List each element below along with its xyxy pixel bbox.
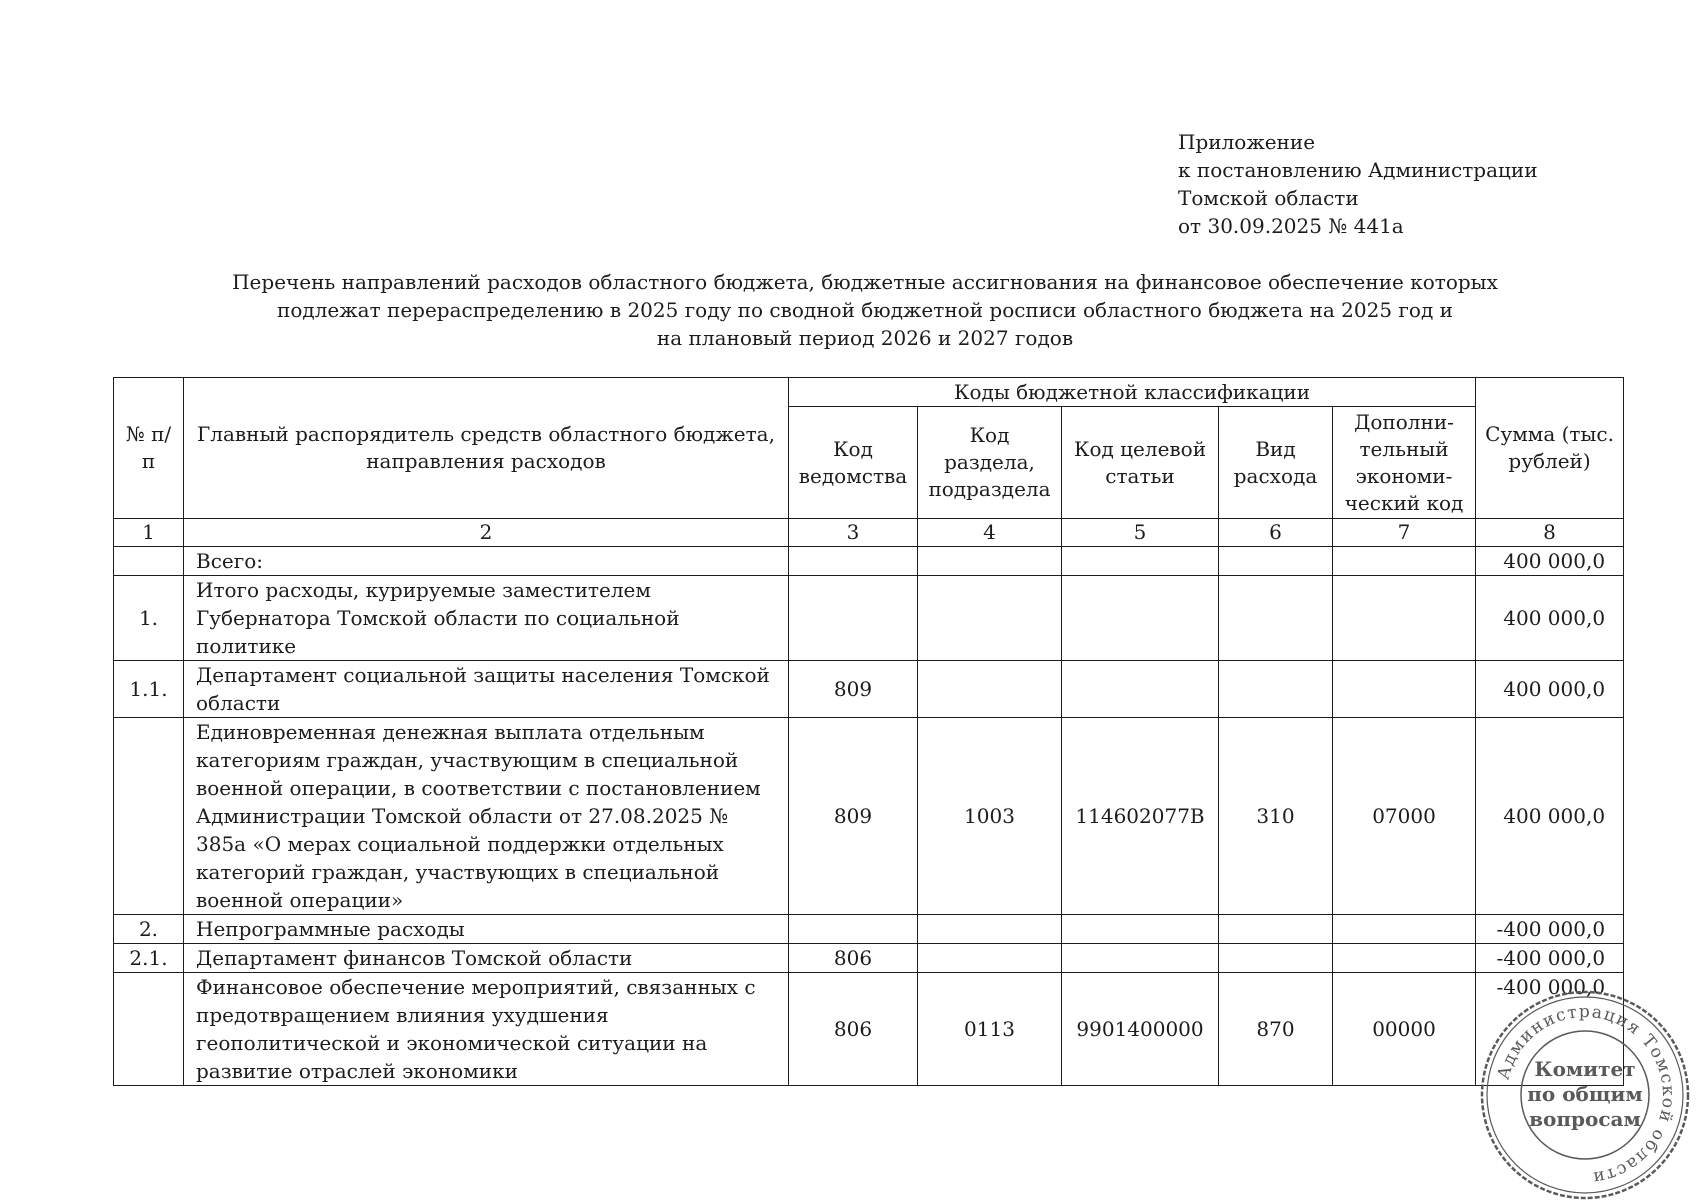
row-dept-code	[789, 915, 918, 944]
row-sum: 400 000,0	[1476, 547, 1624, 576]
row-econ-code: 07000	[1333, 718, 1476, 915]
row-name: Непрограммные расходы	[184, 915, 789, 944]
column-numbers-row	[114, 519, 1624, 547]
header-dept-code: Код ведомства	[789, 407, 918, 519]
row-num	[114, 973, 184, 1086]
annex-line: Томской области	[1178, 186, 1359, 210]
row-target-code	[1062, 547, 1219, 576]
title-line: Перечень направлений расходов областного бюджета, бюджетные ассигнования на финансовое обеспечение которых	[232, 270, 1498, 294]
column-number: 5	[1062, 519, 1219, 547]
header-sum: Сумма (тыс. рублей)	[1476, 378, 1624, 519]
row-section-code: 0113	[918, 973, 1062, 1086]
table-row	[114, 718, 1624, 915]
annex-block	[1178, 128, 1538, 240]
header-codes-group: Коды бюджетной классификации	[789, 378, 1476, 407]
row-expense-type	[1219, 661, 1333, 718]
row-target-code: 9901400000	[1062, 973, 1219, 1086]
row-section-code	[918, 576, 1062, 661]
row-num	[114, 718, 184, 915]
seal-center-line: по общим	[1527, 1082, 1643, 1106]
header-name: Главный распорядитель средств областного бюджета, направления расходов	[184, 378, 789, 519]
row-dept-code: 809	[789, 661, 918, 718]
row-expense-type	[1219, 547, 1333, 576]
budget-table	[113, 377, 1624, 1086]
row-name: Департамент финансов Томской области	[184, 944, 789, 973]
row-econ-code	[1333, 915, 1476, 944]
row-target-code	[1062, 661, 1219, 718]
header-target-code: Код целевой статьи	[1062, 407, 1219, 519]
row-num: 2.1.	[114, 944, 184, 973]
title-line: на плановый период 2026 и 2027 годов	[656, 326, 1074, 350]
column-number: 4	[918, 519, 1062, 547]
header-section-code: Код раздела, подраздела	[918, 407, 1062, 519]
row-expense-type	[1219, 576, 1333, 661]
row-expense-type: 310	[1219, 718, 1333, 915]
row-econ-code: 00000	[1333, 973, 1476, 1086]
row-target-code	[1062, 915, 1219, 944]
row-target-code: 114602077В	[1062, 718, 1219, 915]
row-name: Единовременная денежная выплата отдельным категориям граждан, участвующим в специальной военной операции, в соответствии с постановлением Администрации Томской области от 27.08.2025 № 385а «О мерах социальной поддержки отдельных категорий граждан, участвующих в специальной военной операции»	[184, 718, 789, 915]
row-expense-type: 870	[1219, 973, 1333, 1086]
table-row	[114, 576, 1624, 661]
row-dept-code	[789, 547, 918, 576]
row-econ-code	[1333, 661, 1476, 718]
official-seal-stamp	[1478, 988, 1692, 1202]
row-sum: 400 000,0	[1476, 576, 1624, 661]
column-number: 8	[1476, 519, 1624, 547]
seal-center-line: Комитет	[1534, 1057, 1636, 1081]
column-number: 3	[789, 519, 918, 547]
annex-line: к постановлению Администрации	[1178, 158, 1538, 182]
row-expense-type	[1219, 915, 1333, 944]
row-sum: -400 000,0	[1476, 944, 1624, 973]
table-row-total	[114, 547, 1624, 576]
row-sum: 400 000,0	[1476, 718, 1624, 915]
row-section-code	[918, 915, 1062, 944]
table-row	[114, 661, 1624, 718]
column-number: 7	[1333, 519, 1476, 547]
row-econ-code	[1333, 547, 1476, 576]
row-section-code: 1003	[918, 718, 1062, 915]
column-number: 6	[1219, 519, 1333, 547]
document-title	[110, 268, 1620, 352]
seal-center	[1527, 1057, 1642, 1131]
row-dept-code: 809	[789, 718, 918, 915]
row-econ-code	[1333, 944, 1476, 973]
header-expense-type: Вид расхода	[1219, 407, 1333, 519]
seal-ring-text: Администрация Томской области	[1493, 1001, 1679, 1188]
column-number: 1	[114, 519, 184, 547]
row-target-code	[1062, 944, 1219, 973]
row-section-code	[918, 547, 1062, 576]
row-dept-code: 806	[789, 973, 918, 1086]
annex-line: от 30.09.2025 № 441а	[1178, 214, 1404, 238]
table-row	[114, 944, 1624, 973]
row-dept-code	[789, 576, 918, 661]
table-row	[114, 915, 1624, 944]
row-dept-code: 806	[789, 944, 918, 973]
row-num: 1.	[114, 576, 184, 661]
row-name: Финансовое обеспечение мероприятий, связанных с предотвращением влияния ухудшения геополитической и экономической ситуации на развитие отраслей экономики	[184, 973, 789, 1086]
table-row	[114, 973, 1624, 1086]
row-sum: -400 000,0	[1476, 915, 1624, 944]
row-section-code	[918, 661, 1062, 718]
row-name: Итого расходы, курируемые заместителем Губернатора Томской области по социальной политике	[184, 576, 789, 661]
header-num: № п/п	[114, 378, 184, 519]
title-line: подлежат перераспределению в 2025 году по сводной бюджетной росписи областного бюджета на 2025 год и	[277, 298, 1453, 322]
row-target-code	[1062, 576, 1219, 661]
row-section-code	[918, 944, 1062, 973]
seal-center-line: вопросам	[1529, 1107, 1641, 1131]
column-number: 2	[184, 519, 789, 547]
row-econ-code	[1333, 576, 1476, 661]
annex-line: Приложение	[1178, 130, 1316, 154]
row-num	[114, 547, 184, 576]
row-sum: 400 000,0	[1476, 661, 1624, 718]
row-num: 2.	[114, 915, 184, 944]
header-econ-code: Дополни-тельный экономи-ческий код	[1333, 407, 1476, 519]
row-num: 1.1.	[114, 661, 184, 718]
row-name: Всего:	[184, 547, 789, 576]
row-sum: -400 000,0	[1476, 973, 1624, 1086]
row-name: Департамент социальной защиты населения Томской области	[184, 661, 789, 718]
row-expense-type	[1219, 944, 1333, 973]
